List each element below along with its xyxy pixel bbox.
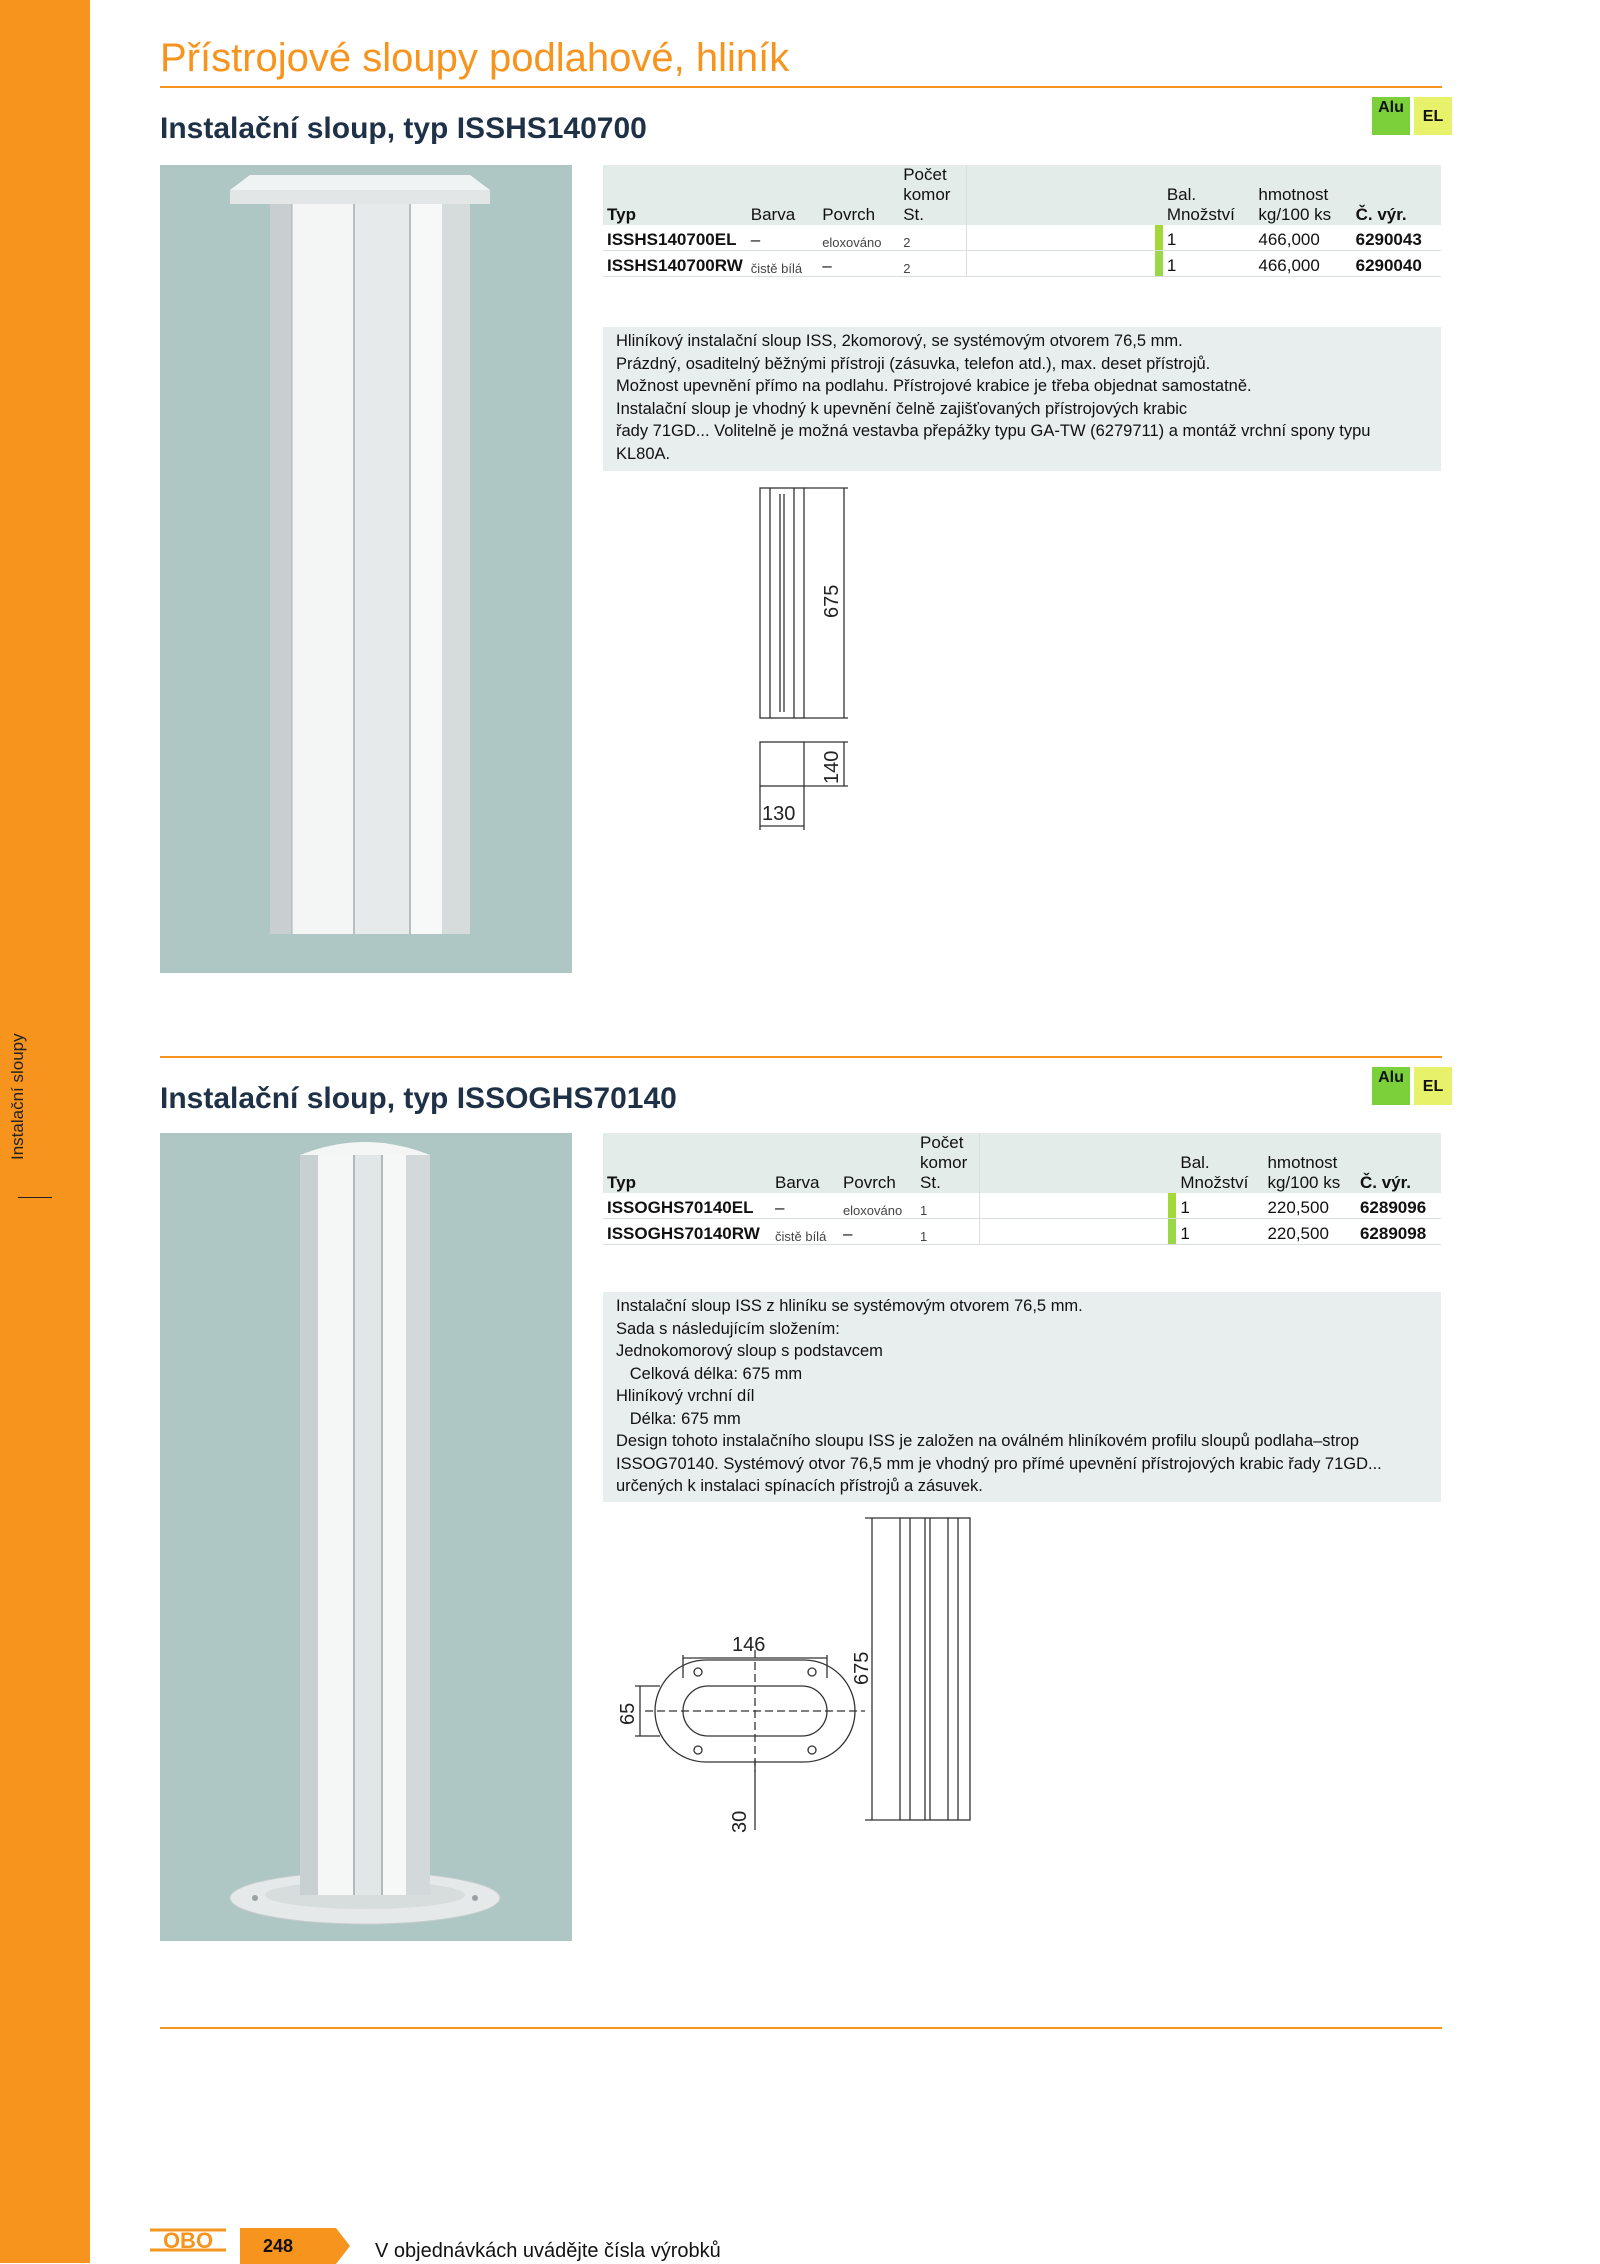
section-1-dimension-drawing xyxy=(740,480,890,840)
page-title: Přístrojové sloupy podlahové, hliník xyxy=(160,36,790,80)
sidebar-label: Instalační sloupy xyxy=(8,1033,27,1160)
dim-width: 146 xyxy=(732,1634,766,1656)
section-2-product-photo xyxy=(160,1133,572,1941)
oval-column-image xyxy=(160,1133,572,1941)
header-cvyr: Č. výr. xyxy=(1356,1133,1441,1193)
table-row: ISSHS140700EL – eloxováno 2 1 466,000 6290043 xyxy=(603,225,1441,251)
section-1-description: Hliníkový instalační sloup ISS, 2komorový, se systémovým otvorem 76,5 mm. Prázdný, osaditelný běžnými přístroji (zásuvka, telefon atd.), max. deset přístrojů. Možnost upevnění přímo na podlahu. Přístrojové krabice je třeba objednat samostatně. Instalační sloup je vhodný k upevnění čelně zajišťovaných přístrojových krabic řady 71GD... Volitelně je možná vestavba přepážky typu GA-TW (6279711) a montáž vrchní spony typu KL80A. xyxy=(603,327,1441,471)
header-bal: Bal. Množství xyxy=(1163,165,1255,225)
title-rule xyxy=(160,86,1442,88)
section-1-alu-badge: Alu xyxy=(1372,97,1410,135)
section-1-el-badge: EL xyxy=(1414,97,1452,135)
section-2-spec-table xyxy=(603,1133,1441,1245)
header-spacer xyxy=(966,165,1155,225)
table-row: ISSOGHS70140RW čistě bílá – 1 1 220,500 6289098 xyxy=(603,1219,1441,1245)
section-2-alu-badge: Alu xyxy=(1372,1067,1410,1105)
table-row: ISSHS140700RW čistě bílá – 2 1 466,000 6290040 xyxy=(603,251,1441,277)
section-2-dimension-drawing xyxy=(610,1510,1010,1850)
header-typ: Typ xyxy=(603,1133,771,1193)
section-2-title: Instalační sloup, typ ISSOGHS70140 xyxy=(160,1082,677,1115)
dim-hole: 30 xyxy=(729,1810,751,1833)
section-1-product-photo xyxy=(160,165,572,973)
dim-width: 130 xyxy=(762,803,796,825)
header-povrch: Povrch xyxy=(818,165,899,225)
sidebar-tick xyxy=(18,1197,52,1198)
section-2-description: Instalační sloup ISS z hliníku se systémovým otvorem 76,5 mm. Sada s následujícím složením: Jednokomorový sloup s podstavcem Celková délka: 675 mm Hliníkový vrchní díl Délka: 675 mm Design tohoto instalačního sloupu ISS je založen na oválném hliníkovém profilu sloupů podlaha–strop ISSOG70140. Systémový otvor 76,5 mm je vhodný pro přímé upevnění přístrojových krabic řady 71GD... určených k instalaci spínacích přístrojů a zásuvek. xyxy=(603,1292,1441,1502)
row-marker xyxy=(1155,251,1163,277)
header-bal: Bal. Množství xyxy=(1176,1133,1263,1193)
header-pocet: Počet komor St. xyxy=(899,165,966,225)
row-marker xyxy=(1155,225,1163,251)
dim-depth: 65 xyxy=(617,1702,639,1725)
header-typ: Typ xyxy=(603,165,747,225)
header-cvyr: Č. výr. xyxy=(1352,165,1441,225)
square-column-image xyxy=(160,165,572,973)
dim-height: 675 xyxy=(851,1651,873,1685)
section-divider xyxy=(160,1056,1442,1058)
header-povrch: Povrch xyxy=(839,1133,916,1193)
svg-text:OBO: OBO xyxy=(162,2228,214,2253)
row-marker xyxy=(1168,1193,1176,1219)
header-pocet: Počet komor St. xyxy=(916,1133,980,1193)
dim-height: 675 xyxy=(821,584,843,618)
sidebar xyxy=(0,0,90,2263)
footer-text: V objednávkách uvádějte čísla výrobků xyxy=(375,2240,721,2262)
header-barva: Barva xyxy=(771,1133,839,1193)
obo-logo-icon xyxy=(150,2227,226,2253)
header-hmotnost: hmotnost kg/100 ks xyxy=(1263,1133,1356,1193)
section-2-el-badge: EL xyxy=(1414,1067,1452,1105)
section-1-spec-table xyxy=(603,165,1441,277)
header-barva: Barva xyxy=(747,165,818,225)
section-1-title: Instalační sloup, typ ISSHS140700 xyxy=(160,112,647,145)
row-marker xyxy=(1168,1219,1176,1245)
page-number-tag xyxy=(240,2228,350,2264)
table-row: ISSOGHS70140EL – eloxováno 1 1 220,500 6289096 xyxy=(603,1193,1441,1219)
section-divider xyxy=(160,2027,1442,2029)
page-number: 248 xyxy=(262,2236,294,2256)
header-hmotnost: hmotnost kg/100 ks xyxy=(1254,165,1351,225)
header-spacer xyxy=(980,1133,1169,1193)
dim-depth: 140 xyxy=(821,750,843,784)
